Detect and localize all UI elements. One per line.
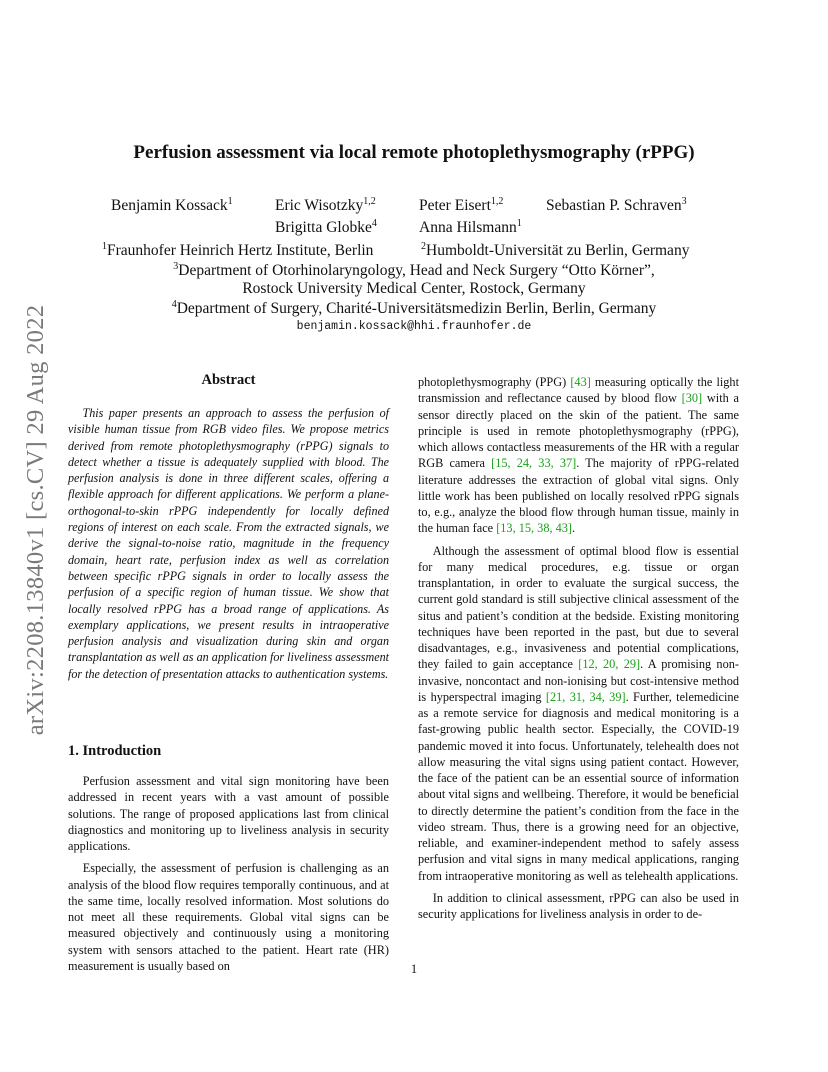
author-hilsmann: Anna Hilsmann$^1$: [419, 217, 522, 236]
abstract-text: This paper presents an approach to assess the perfusion of visible human tissue from RGB video files. We propose metrics derived from remote photoplethysmography (rPPG) signals to detect whether a tissue is adequately supplied with blood. The perfusion analysis is done in three different scales, offering a flexible approach for different applications. We perform a plane-orthogonal-to-skin rPPG independently for locally defined regions of interest on each scale. From the extracted signals, we derive the signal-to-noise ratio, magnitude in the frequency domain, heart rate, perfusion index as well as correlation between specific rPPG signals in order to locally assess the perfusion of a specific region of human tissue. We show that locally resolved rPPG has a broad range of applications. As exemplary applications, we present results in intraoperative perfusion analysis and visualization during skin and organ transplantation as well as an application for liveliness assessment for the detection of presentation attacks to authentication systems.: [68, 406, 389, 681]
intro-heading: 1. Introduction: [68, 743, 162, 759]
affiliation-3-line-2: Rostock University Medical Center, Rostock, Germany: [242, 280, 586, 297]
right-paragraph-3: In addition to clinical assessment, rPPG can also be used in security applications for liveliness analysis in order to de-: [418, 890, 739, 921]
citation-link[interactable]: [12, 20, 29]: [578, 657, 641, 672]
author-globke: Brigitta Globke$^4$: [275, 217, 377, 236]
citation-link[interactable]: [15, 24, 33, 37]: [491, 456, 577, 471]
affiliation-3: $^3$Department of Otorhinolaryngology, Head and Neck Surgery “Otto Körner”,: [173, 260, 655, 279]
citation-link[interactable]: [13, 15, 38, 43]: [496, 521, 573, 536]
author-eisert: Peter Eisert$^{1,2}$: [419, 195, 504, 214]
page-number: 1: [410, 962, 418, 976]
right-paragraph-1: photoplethysmography (PPG) [43] measuring optically the light transmission and reflectance caused by blood flow [30] with a sensor directly placed on the skin of the patient. The same principle is used in remote photoplethysmography (rPPG), which allows contactless measurements of the HR with a regular RGB camera [15, 24, 33, 37]. The majority of rPPG-related literature addresses the extraction of global vital signs. Only little work has been published on locally resolved rPPG signals to, e.g., analyze the blood flow through human tissue, mainly in the human face [13, 15, 38, 43].: [418, 375, 740, 536]
affiliation-1: $^1$Fraunhofer Heinrich Hertz Institute, Berlin: [102, 240, 374, 259]
intro-paragraph-2: Especially, the assessment of perfusion is challenging as an analysis of the blood flow requires temporally continuous, and at the same time, locally resolved information. Most solutions do not meet all these requirements. Global vital signs can be measured objectively and continuously using a monitoring system with sensors attached to the patient. Heart rate (HR) measurement is usually based on: [68, 861, 389, 973]
citation-link[interactable]: [21, 31, 34, 39]: [545, 689, 626, 704]
citation-link[interactable]: [30]: [681, 391, 703, 406]
author-schraven: Sebastian P. Schraven$^3$: [546, 195, 687, 214]
intro-left-column: [68, 773, 389, 974]
intro-paragraph-1: Perfusion assessment and vital sign monitoring have been addressed in recent years with a vast amount of possible solutions. The range of proposed applications last from clinical diagnostics and monitoring up to liveliness analysis in security applications.: [68, 774, 389, 853]
abstract-heading: Abstract: [201, 372, 256, 388]
right-paragraph-2: Although the assessment of optimal blood flow is essential for many medical procedures, e.g. tissue or organ transplantation, in order to evaluate the surgical success, the current gold standard is still subjective clinical assessment of the situs and patient’s condition at the bedside. Existing monitoring techniques have been reported in the past, but due to several disadvantages, e.g., invasiveness and potential complications, they failed to gain acceptance [12, 20, 29]. A promising non-invasive, noncontact and non-ionising but cost-intensive method is hyperspectral imaging [21, 31, 34, 39]. Further, telemedicine as a remote service for diagnosis and medical monitoring is a fast-growing public health sector. Especially, the COVID-19 pandemic moved it into focus. Unfortunately, telehealth does not allow measuring the vital signs using patient contact. However, the face of the patient can be an essential source of information about vital signs and wellbeing. Therefore, it would be beneficial to directly determine the patient’s condition from the face in the video stream. Thus, there is a growing need for an objective, reliable, and examiner-independent method to safely assess perfusion and vital signs in many medical applications, ranging from intraoperative monitoring as well as telehealth applications.: [418, 543, 739, 883]
author-wisotzky: Eric Wisotzky$^{1,2}$: [275, 195, 376, 214]
affiliation-2: $^2$Humboldt-Universität zu Berlin, Germany: [421, 240, 690, 259]
citation-link[interactable]: [43]: [570, 375, 591, 389]
affiliation-4: $^4$Department of Surgery, Charité-Universitätsmedizin Berlin, Berlin, Germany: [171, 298, 657, 317]
right-column: [418, 374, 739, 922]
author-kossack: Benjamin Kossack$^1$: [111, 195, 233, 214]
author-email[interactable]: benjamin.kossack@hhi.fraunhofer.de: [296, 320, 532, 333]
arxiv-stamp: arXiv:2208.13840v1 [cs.CV] 29 Aug 2022: [22, 304, 49, 736]
paper-title: Perfusion assessment via local remote photoplethysmography (rPPG): [133, 142, 695, 163]
